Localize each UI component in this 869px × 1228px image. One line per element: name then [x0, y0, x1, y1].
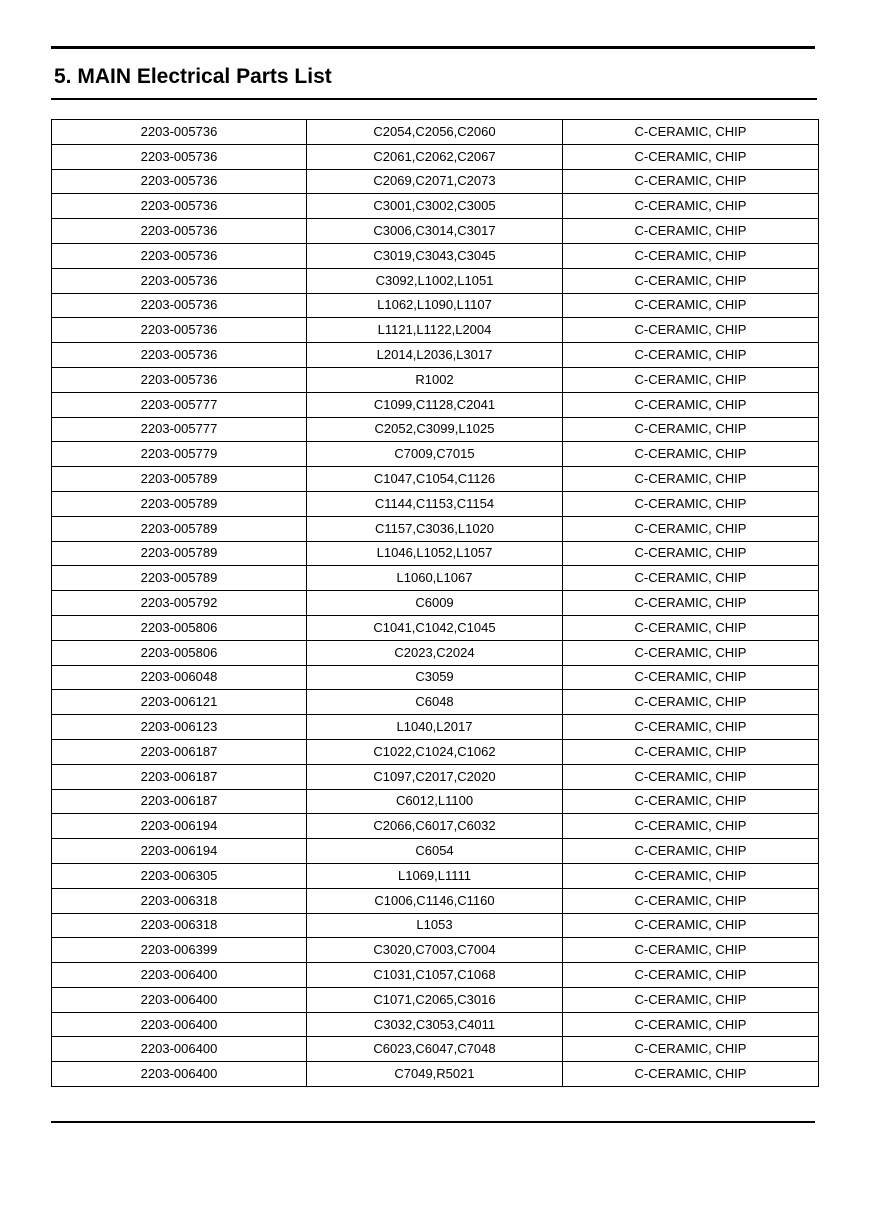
location-cell: C1031,C1057,C1068	[307, 963, 563, 988]
location-cell: C3006,C3014,C3017	[307, 219, 563, 244]
location-cell: C3092,L1002,L1051	[307, 268, 563, 293]
table-row	[52, 863, 819, 888]
location-cell: C7009,C7015	[307, 442, 563, 467]
location-cell: L1069,L1111	[307, 863, 563, 888]
table-row	[52, 318, 819, 343]
description-cell: C-CERAMIC, CHIP	[563, 144, 819, 169]
part-code-cell: 2203-005779	[52, 442, 307, 467]
table-row	[52, 1062, 819, 1087]
part-code-cell: 2203-005736	[52, 293, 307, 318]
description-cell: C-CERAMIC, CHIP	[563, 120, 819, 145]
part-code-cell: 2203-005806	[52, 615, 307, 640]
location-cell: C3032,C3053,C4011	[307, 1012, 563, 1037]
part-code-cell: 2203-005736	[52, 343, 307, 368]
table-row	[52, 194, 819, 219]
description-cell: C-CERAMIC, CHIP	[563, 343, 819, 368]
part-code-cell: 2203-005792	[52, 591, 307, 616]
table-row	[52, 566, 819, 591]
location-cell: C2066,C6017,C6032	[307, 814, 563, 839]
part-code-cell: 2203-006187	[52, 739, 307, 764]
table-row	[52, 541, 819, 566]
part-code-cell: 2203-005736	[52, 318, 307, 343]
description-cell: C-CERAMIC, CHIP	[563, 194, 819, 219]
part-code-cell: 2203-005789	[52, 541, 307, 566]
location-cell: C1097,C2017,C2020	[307, 764, 563, 789]
description-cell: C-CERAMIC, CHIP	[563, 392, 819, 417]
table-row	[52, 392, 819, 417]
table-row	[52, 293, 819, 318]
table-row	[52, 789, 819, 814]
part-code-cell: 2203-006399	[52, 938, 307, 963]
description-cell: C-CERAMIC, CHIP	[563, 367, 819, 392]
table-row	[52, 219, 819, 244]
table-row	[52, 963, 819, 988]
table-row	[52, 268, 819, 293]
description-cell: C-CERAMIC, CHIP	[563, 615, 819, 640]
description-cell: C-CERAMIC, CHIP	[563, 591, 819, 616]
table-row	[52, 987, 819, 1012]
location-cell: C3001,C3002,C3005	[307, 194, 563, 219]
location-cell: C2061,C2062,C2067	[307, 144, 563, 169]
parts-table-body	[52, 120, 819, 1087]
description-cell: C-CERAMIC, CHIP	[563, 764, 819, 789]
part-code-cell: 2203-005736	[52, 194, 307, 219]
location-cell: C7049,R5021	[307, 1062, 563, 1087]
table-row	[52, 715, 819, 740]
description-cell: C-CERAMIC, CHIP	[563, 467, 819, 492]
part-code-cell: 2203-005736	[52, 367, 307, 392]
part-code-cell: 2203-006400	[52, 987, 307, 1012]
part-code-cell: 2203-006305	[52, 863, 307, 888]
description-cell: C-CERAMIC, CHIP	[563, 640, 819, 665]
description-cell: C-CERAMIC, CHIP	[563, 987, 819, 1012]
description-cell: C-CERAMIC, CHIP	[563, 690, 819, 715]
table-row	[52, 120, 819, 145]
description-cell: C-CERAMIC, CHIP	[563, 169, 819, 194]
location-cell: L1040,L2017	[307, 715, 563, 740]
part-code-cell: 2203-006187	[52, 789, 307, 814]
table-row	[52, 1012, 819, 1037]
description-cell: C-CERAMIC, CHIP	[563, 417, 819, 442]
title-underline-rule	[51, 98, 817, 100]
description-cell: C-CERAMIC, CHIP	[563, 863, 819, 888]
location-cell: R1002	[307, 367, 563, 392]
description-cell: C-CERAMIC, CHIP	[563, 1037, 819, 1062]
description-cell: C-CERAMIC, CHIP	[563, 566, 819, 591]
description-cell: C-CERAMIC, CHIP	[563, 814, 819, 839]
location-cell: C3019,C3043,C3045	[307, 243, 563, 268]
table-row	[52, 665, 819, 690]
part-code-cell: 2203-006400	[52, 963, 307, 988]
table-row	[52, 690, 819, 715]
part-code-cell: 2203-005777	[52, 392, 307, 417]
part-code-cell: 2203-005789	[52, 566, 307, 591]
table-row	[52, 764, 819, 789]
part-code-cell: 2203-005789	[52, 491, 307, 516]
table-row	[52, 615, 819, 640]
description-cell: C-CERAMIC, CHIP	[563, 541, 819, 566]
part-code-cell: 2203-006194	[52, 839, 307, 864]
description-cell: C-CERAMIC, CHIP	[563, 293, 819, 318]
location-cell: C2054,C2056,C2060	[307, 120, 563, 145]
description-cell: C-CERAMIC, CHIP	[563, 665, 819, 690]
location-cell: C2052,C3099,L1025	[307, 417, 563, 442]
table-row	[52, 417, 819, 442]
part-code-cell: 2203-005736	[52, 144, 307, 169]
part-code-cell: 2203-005736	[52, 120, 307, 145]
description-cell: C-CERAMIC, CHIP	[563, 789, 819, 814]
location-cell: L2014,L2036,L3017	[307, 343, 563, 368]
location-cell: C6048	[307, 690, 563, 715]
table-row	[52, 591, 819, 616]
location-cell: C3059	[307, 665, 563, 690]
part-code-cell: 2203-006318	[52, 888, 307, 913]
location-cell: C6023,C6047,C7048	[307, 1037, 563, 1062]
table-row	[52, 739, 819, 764]
description-cell: C-CERAMIC, CHIP	[563, 491, 819, 516]
description-cell: C-CERAMIC, CHIP	[563, 442, 819, 467]
parts-list-table	[51, 119, 819, 1087]
location-cell: L1053	[307, 913, 563, 938]
part-code-cell: 2203-006400	[52, 1037, 307, 1062]
part-code-cell: 2203-006400	[52, 1012, 307, 1037]
description-cell: C-CERAMIC, CHIP	[563, 1012, 819, 1037]
location-cell: C2069,C2071,C2073	[307, 169, 563, 194]
location-cell: L1060,L1067	[307, 566, 563, 591]
location-cell: C1041,C1042,C1045	[307, 615, 563, 640]
part-code-cell: 2203-006400	[52, 1062, 307, 1087]
table-row	[52, 467, 819, 492]
table-row	[52, 343, 819, 368]
part-code-cell: 2203-005789	[52, 516, 307, 541]
part-code-cell: 2203-005736	[52, 219, 307, 244]
location-cell: C6009	[307, 591, 563, 616]
location-cell: L1046,L1052,L1057	[307, 541, 563, 566]
part-code-cell: 2203-005736	[52, 169, 307, 194]
description-cell: C-CERAMIC, CHIP	[563, 268, 819, 293]
part-code-cell: 2203-006187	[52, 764, 307, 789]
location-cell: C1006,C1146,C1160	[307, 888, 563, 913]
part-code-cell: 2203-005777	[52, 417, 307, 442]
table-row	[52, 913, 819, 938]
location-cell: C1071,C2065,C3016	[307, 987, 563, 1012]
description-cell: C-CERAMIC, CHIP	[563, 219, 819, 244]
part-code-cell: 2203-006123	[52, 715, 307, 740]
location-cell: C1144,C1153,C1154	[307, 491, 563, 516]
part-code-cell: 2203-006318	[52, 913, 307, 938]
header-top-rule	[51, 46, 815, 49]
description-cell: C-CERAMIC, CHIP	[563, 963, 819, 988]
part-code-cell: 2203-005806	[52, 640, 307, 665]
description-cell: C-CERAMIC, CHIP	[563, 913, 819, 938]
location-cell: C2023,C2024	[307, 640, 563, 665]
part-code-cell: 2203-005736	[52, 268, 307, 293]
location-cell: L1121,L1122,L2004	[307, 318, 563, 343]
table-row	[52, 491, 819, 516]
table-row	[52, 144, 819, 169]
description-cell: C-CERAMIC, CHIP	[563, 715, 819, 740]
description-cell: C-CERAMIC, CHIP	[563, 516, 819, 541]
description-cell: C-CERAMIC, CHIP	[563, 839, 819, 864]
description-cell: C-CERAMIC, CHIP	[563, 938, 819, 963]
table-row	[52, 516, 819, 541]
table-row	[52, 367, 819, 392]
description-cell: C-CERAMIC, CHIP	[563, 1062, 819, 1087]
part-code-cell: 2203-005789	[52, 467, 307, 492]
table-row	[52, 640, 819, 665]
location-cell: C1157,C3036,L1020	[307, 516, 563, 541]
table-row	[52, 814, 819, 839]
description-cell: C-CERAMIC, CHIP	[563, 739, 819, 764]
part-code-cell: 2203-006194	[52, 814, 307, 839]
footer-rule	[51, 1121, 815, 1123]
description-cell: C-CERAMIC, CHIP	[563, 888, 819, 913]
description-cell: C-CERAMIC, CHIP	[563, 318, 819, 343]
table-row	[52, 169, 819, 194]
location-cell: C1047,C1054,C1126	[307, 467, 563, 492]
location-cell: C6012,L1100	[307, 789, 563, 814]
table-row	[52, 442, 819, 467]
part-code-cell: 2203-005736	[52, 243, 307, 268]
table-row	[52, 243, 819, 268]
table-row	[52, 938, 819, 963]
table-row	[52, 888, 819, 913]
location-cell: C1099,C1128,C2041	[307, 392, 563, 417]
page-title: 5. MAIN Electrical Parts List	[54, 65, 332, 88]
location-cell: C1022,C1024,C1062	[307, 739, 563, 764]
location-cell: C6054	[307, 839, 563, 864]
location-cell: L1062,L1090,L1107	[307, 293, 563, 318]
part-code-cell: 2203-006121	[52, 690, 307, 715]
description-cell: C-CERAMIC, CHIP	[563, 243, 819, 268]
table-row	[52, 839, 819, 864]
part-code-cell: 2203-006048	[52, 665, 307, 690]
table-row	[52, 1037, 819, 1062]
location-cell: C3020,C7003,C7004	[307, 938, 563, 963]
